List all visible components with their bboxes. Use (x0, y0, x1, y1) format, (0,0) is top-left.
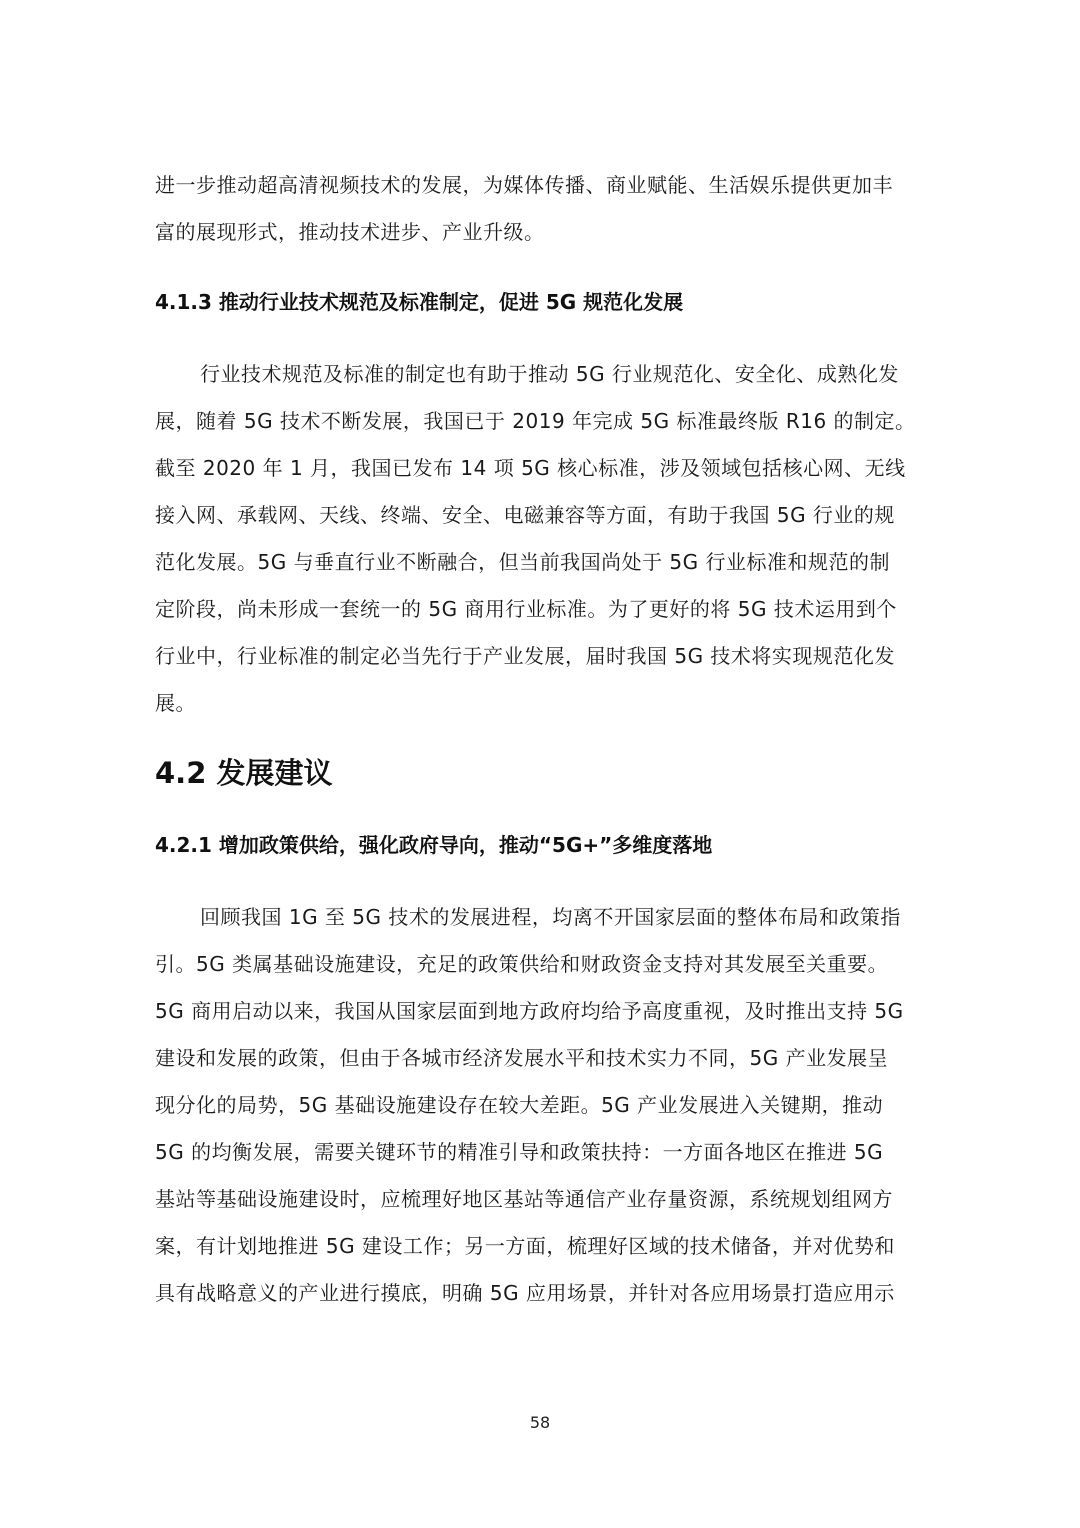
paragraph-line: 5G 的均衡发展，需要关键环节的精准引导和政策扶持：一方面各地区在推进 5G (155, 1140, 884, 1164)
section-heading-4-2-1: 4.2.1 增加政策供给，强化政府导向，推动“5G+”多维度落地 (155, 833, 713, 857)
paragraph-line: 现分化的局势，5G 基础设施建设存在较大差距。5G 产业发展进入关键期，推动 (155, 1093, 884, 1117)
paragraph-line: 5G 商用启动以来，我国从国家层面到地方政府均给予高度重视，及时推出支持 5G (155, 999, 904, 1023)
paragraph-line: 进一步推动超高清视频技术的发展，为媒体传播、商业赋能、生活娱乐提供更加丰 (155, 173, 893, 197)
paragraph-line: 建设和发展的政策，但由于各城市经济发展水平和技术实力不同，5G 产业发展呈 (155, 1046, 889, 1070)
section-heading-4-1-3: 4.1.3 推动行业技术规范及标准制定，促进 5G 规范化发展 (155, 290, 684, 314)
paragraph-line: 案，有计划地推进 5G 建设工作；另一方面，梳理好区域的技术储备，并对优势和 (155, 1234, 895, 1258)
paragraph-line: 富的展现形式，推动技术进步、产业升级。 (155, 220, 545, 244)
paragraph-line: 行业中，行业标准的制定必当先行于产业发展，届时我国 5G 技术将实现规范化发 (155, 644, 895, 668)
page-number: 58 (529, 1413, 551, 1432)
paragraph-line: 定阶段，尚未形成一套统一的 5G 商用行业标准。为了更好的将 5G 技术运用到个 (155, 597, 897, 621)
paragraph-line: 引。5G 类属基础设施建设，充足的政策供给和财政资金支持对其发展至关重要。 (155, 952, 889, 976)
paragraph-line: 展，随着 5G 技术不断发展，我国已于 2019 年完成 5G 标准最终版 R16 的制定。 (155, 409, 916, 433)
paragraph-line: 截至 2020 年 1 月，我国已发布 14 项 5G 核心标准，涉及领域包括核心网、无线 (155, 456, 906, 480)
section-heading-4-2: 4.2 发展建议 (155, 756, 333, 790)
paragraph-line: 接入网、承载网、天线、终端、安全、电磁兼容等方面，有助于我国 5G 行业的规 (155, 503, 895, 527)
paragraph-line: 行业技术规范及标准的制定也有助于推动 5G 行业规范化、安全化、成熟化发 (200, 362, 899, 386)
paragraph-line: 具有战略意义的产业进行摸底，明确 5G 应用场景，并针对各应用场景打造应用示 (155, 1281, 895, 1305)
paragraph-line: 范化发展。5G 与垂直行业不断融合，但当前我国尚处于 5G 行业标准和规范的制 (155, 550, 891, 574)
paragraph-line: 回顾我国 1G 至 5G 技术的发展进程，均离不开国家层面的整体布局和政策指 (200, 905, 901, 929)
paragraph-line: 基站等基础设施建设时，应梳理好地区基站等通信产业存量资源，系统规划组网方 (155, 1187, 893, 1211)
paragraph-line: 展。 (155, 691, 196, 715)
